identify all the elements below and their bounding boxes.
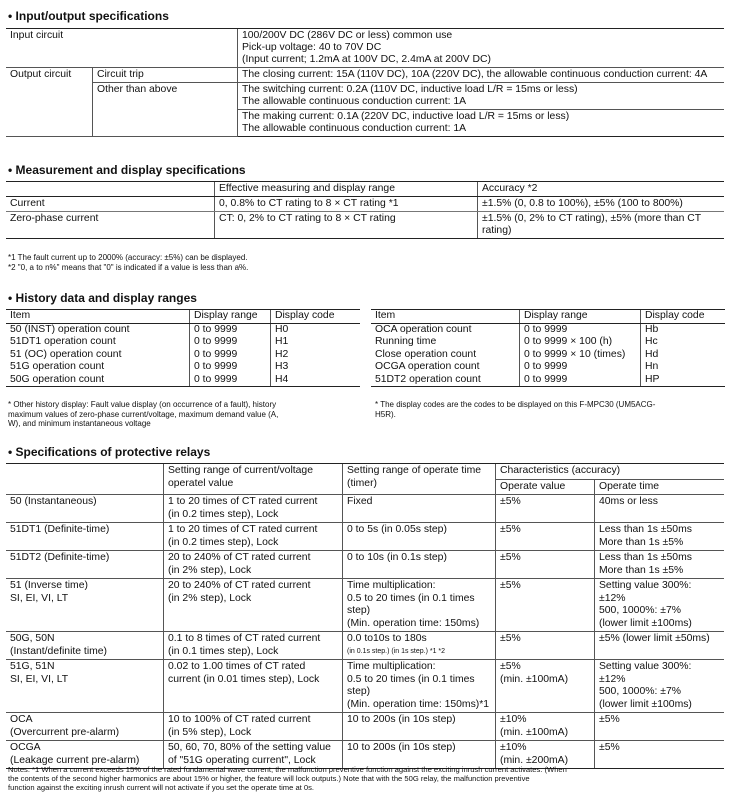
hist-item: 50G operation count xyxy=(6,374,190,387)
hist-code: H3 xyxy=(271,361,361,374)
relay-operate-time: ±5% xyxy=(595,713,725,741)
hist-header-range: Display range xyxy=(190,310,271,324)
hist-row xyxy=(371,361,725,374)
relay-name: 50G, 50N (Instant/definite time) xyxy=(6,632,164,660)
hist-code: Hb xyxy=(641,323,726,336)
hist-code: Hn xyxy=(641,361,726,374)
meas-table xyxy=(6,181,724,239)
hist-row xyxy=(371,349,725,362)
prot-table xyxy=(6,463,724,769)
prot-header-blank xyxy=(6,464,164,495)
hist-note-left: * Other history display: Fault value display (on occurrence of a fault), history maximum values of zero-phase current/voltage, maximum demand value (A, W), and minimum instantaneous voltage xyxy=(8,400,279,429)
prot-header-operate-value: Operate value xyxy=(496,479,595,495)
meas-row-accuracy: ±1.5% (0, 2% to CT rating), ±5% (more than CT rating) xyxy=(478,211,725,238)
meas-row-label: Zero-phase current xyxy=(6,211,215,238)
relay-name: 51DT2 (Definite-time) xyxy=(6,551,164,579)
relay-operate-value: ±5% xyxy=(496,579,595,632)
relay-range: 0.1 to 8 times of CT rated current (in 0.1 times step), Lock xyxy=(164,632,343,660)
other-value-1: The switching current: 0.2A (110V DC, inductive load L/R = 15ms or less) The allowable continuous conduction current: 1A xyxy=(238,82,725,109)
relay-range: 1 to 20 times of CT rated current (in 0.2 times step), Lock xyxy=(164,495,343,523)
relay-range: 50, 60, 70, 80% of the setting value of "51G operating current", Lock xyxy=(164,741,343,769)
relay-operate-time: 40ms or less xyxy=(595,495,725,523)
hist-range: 0 to 9999 xyxy=(520,323,641,336)
relay-row xyxy=(6,551,724,579)
relay-row xyxy=(6,713,724,741)
relay-operate-value: ±10% (min. ±200mA) xyxy=(496,741,595,769)
relay-row xyxy=(6,632,724,660)
relay-operate-time: Less than 1s ±50ms More than 1s ±5% xyxy=(595,551,725,579)
meas-note-1: *1 The fault current up to 2000% (accuracy: ±5%) can be displayed. xyxy=(8,253,248,262)
hist-section-title: • History data and display ranges xyxy=(8,291,197,305)
hist-header-code: Display code xyxy=(641,310,726,324)
hist-item: 51DT1 operation count xyxy=(10,336,116,347)
trip-value: The closing current: 15A (110V DC), 10A (220V DC), the allowable continuous conduction current: 4A xyxy=(238,67,725,82)
relay-operate-value: ±5% xyxy=(496,551,595,579)
relay-operate-time: ±5% xyxy=(595,741,725,769)
relay-name: OCA (Overcurrent pre-alarm) xyxy=(6,713,164,741)
relay-time: 0.0 to10s to 180s (in 0.1s step.) (in 1s step.) *1 *2 xyxy=(343,632,496,660)
hist-header-item: Item xyxy=(6,310,190,324)
meas-header-accuracy: Accuracy *2 xyxy=(478,182,725,197)
io-section-title: • Input/output specifications xyxy=(8,9,169,23)
relay-range: 20 to 240% of CT rated current (in 2% step), Lock xyxy=(164,579,343,632)
other-label: Other than above xyxy=(93,82,238,136)
relay-time: 0 to 5s (in 0.05s step) xyxy=(343,523,496,551)
hist-item: Running time xyxy=(375,336,437,347)
other-value-2: The making current: 0.1A (220V DC, inductive load L/R = 15ms or less) The allowable continuous conduction current: 1A xyxy=(238,109,725,136)
hist-code: H1 xyxy=(271,336,361,349)
relay-range: 0.02 to 1.00 times of CT rated current (in 0.01 times step), Lock xyxy=(164,660,343,713)
hist-code: H0 xyxy=(271,323,361,336)
hist-row xyxy=(6,361,360,374)
relay-name: 50 (Instantaneous) xyxy=(6,495,164,523)
prot-footnote: Notes: *1 When a current exceeds 15% of the rated fundamental wave current, the malfunction preventive function against the exciting inrush current activates. (When the contents of the second higher harmonics are about 15% or higher, the feature will lock outputs.) Note that with the 50G relay, the malfunction preventive function against the exciting inrush current will not activate if you set the operate time at 0s. xyxy=(8,765,567,793)
relay-name: 51 (Inverse time) SI, EI, VI, LT xyxy=(6,579,164,632)
hist-header-item: Item xyxy=(371,310,520,324)
relay-operate-time: Less than 1s ±50ms More than 1s ±5% xyxy=(595,523,725,551)
hist-code: H4 xyxy=(271,374,361,387)
relay-time: 0 to 10s (in 0.1s step) xyxy=(343,551,496,579)
hist-item: 51G operation count xyxy=(10,361,105,372)
input-label: Input circuit xyxy=(6,29,238,68)
hist-row xyxy=(6,374,360,387)
hist-range: 0 to 9999 xyxy=(520,374,641,387)
hist-table-left xyxy=(6,309,360,387)
relay-range: 10 to 100% of CT rated current (in 5% step), Lock xyxy=(164,713,343,741)
relay-time: Time multiplication: 0.5 to 20 times (in 0.1 times step) (Min. operation time: 150ms)*1 xyxy=(343,660,496,713)
hist-range: 0 to 9999 xyxy=(190,374,271,387)
relay-time: 10 to 200s (in 10s step) xyxy=(343,741,496,769)
relay-operate-value: ±5% (min. ±100mA) xyxy=(496,660,595,713)
relay-row xyxy=(6,579,724,632)
relay-name: 51DT1 (Definite-time) xyxy=(6,523,164,551)
meas-note-2: *2 "0, a to n%" means that "0" is indicated if a value is less than a%. xyxy=(8,263,249,272)
hist-range: 0 to 9999 xyxy=(190,323,271,336)
hist-item: 51DT2 operation count xyxy=(371,374,520,387)
io-table xyxy=(6,28,724,137)
input-value: 100/200V DC (286V DC or less) common use Pick-up voltage: 40 to 70V DC (Input current; 1.2mA at 100V DC, 2.4mA at 200V DC) xyxy=(238,29,725,68)
trip-label: Circuit trip xyxy=(93,67,238,82)
hist-item: Close operation count xyxy=(375,348,477,360)
hist-item: OCGA operation count xyxy=(375,361,480,372)
meas-row-range: CT: 0, 2% to CT rating to 8 × CT rating xyxy=(215,211,478,238)
hist-range: 0 to 9999 xyxy=(190,336,271,349)
relay-time: 10 to 200s (in 10s step) xyxy=(343,713,496,741)
relay-operate-value: ±10% (min. ±100mA) xyxy=(496,713,595,741)
hist-range: 0 to 9999 xyxy=(520,361,641,374)
hist-code: Hd xyxy=(641,349,726,362)
hist-row xyxy=(6,349,360,362)
hist-header-range: Display range xyxy=(520,310,641,324)
hist-range: 0 to 9999 × 100 (h) xyxy=(520,336,641,349)
hist-header-code: Display code xyxy=(271,310,361,324)
hist-row xyxy=(371,336,725,349)
hist-row xyxy=(371,323,725,336)
relay-name: OCGA (Leakage current pre-alarm) xyxy=(6,741,164,769)
hist-row xyxy=(6,323,360,336)
hist-item: 50 (INST) operation count xyxy=(10,323,130,335)
relay-name: 51G, 51N SI, EI, VI, LT xyxy=(6,660,164,713)
prot-section-title: • Specifications of protective relays xyxy=(8,445,211,459)
prot-header-time: Setting range of operate time (timer) xyxy=(343,464,496,495)
hist-range: 0 to 9999 xyxy=(190,349,271,362)
relay-operate-value: ±5% xyxy=(496,523,595,551)
hist-note-right: * The display codes are the codes to be displayed on this F-MPC30 (UM5ACG- H5R). xyxy=(375,400,656,419)
prot-header-operate-time: Operate time xyxy=(595,479,725,495)
relay-row xyxy=(6,523,724,551)
meas-section-title: • Measurement and display specifications xyxy=(8,163,246,177)
output-label: Output circuit xyxy=(6,67,93,136)
hist-table-right xyxy=(371,309,725,387)
hist-code: Hc xyxy=(641,336,726,349)
hist-item: 51 (OC) operation count xyxy=(10,348,122,360)
prot-header-range: Setting range of current/voltage operatel value xyxy=(164,464,343,495)
meas-row-range: 0, 0.8% to CT rating to 8 × CT rating *1 xyxy=(215,196,478,211)
relay-time: Fixed xyxy=(343,495,496,523)
prot-header-characteristics: Characteristics (accuracy) xyxy=(496,464,725,480)
relay-range: 20 to 240% of CT rated current (in 2% step), Lock xyxy=(164,551,343,579)
meas-header-range: Effective measuring and display range xyxy=(215,182,478,197)
relay-range: 1 to 20 times of CT rated current (in 0.2 times step), Lock xyxy=(164,523,343,551)
relay-row xyxy=(6,660,724,713)
relay-operate-value: ±5% xyxy=(496,632,595,660)
relay-row xyxy=(6,495,724,523)
hist-code: H2 xyxy=(271,349,361,362)
hist-range: 0 to 9999 xyxy=(190,361,271,374)
relay-operate-value: ±5% xyxy=(496,495,595,523)
meas-row-accuracy: ±1.5% (0, 0.8 to 100%), ±5% (100 to 800%) xyxy=(478,196,725,211)
meas-row-label: Current xyxy=(6,196,215,211)
relay-operate-time: Setting value 300%: ±12% 500, 1000%: ±7% (lower limit ±100ms) xyxy=(595,660,725,713)
hist-row xyxy=(6,336,360,349)
hist-item: OCA operation count xyxy=(375,323,472,335)
relay-time: Time multiplication: 0.5 to 20 times (in 0.1 times step) (Min. operation time: 150ms) xyxy=(343,579,496,632)
meas-header-blank xyxy=(6,182,215,197)
relay-time-steps: (in 0.1s step.) (in 1s step.) *1 *2 xyxy=(347,647,446,655)
relay-operate-time: ±5% (lower limit ±50ms) xyxy=(595,632,725,660)
relay-operate-time: Setting value 300%: ±12% 500, 1000%: ±7% (lower limit ±100ms) xyxy=(595,579,725,632)
hist-code: HP xyxy=(641,374,726,387)
hist-range: 0 to 9999 × 10 (times) xyxy=(520,349,641,362)
hist-row xyxy=(371,374,725,387)
